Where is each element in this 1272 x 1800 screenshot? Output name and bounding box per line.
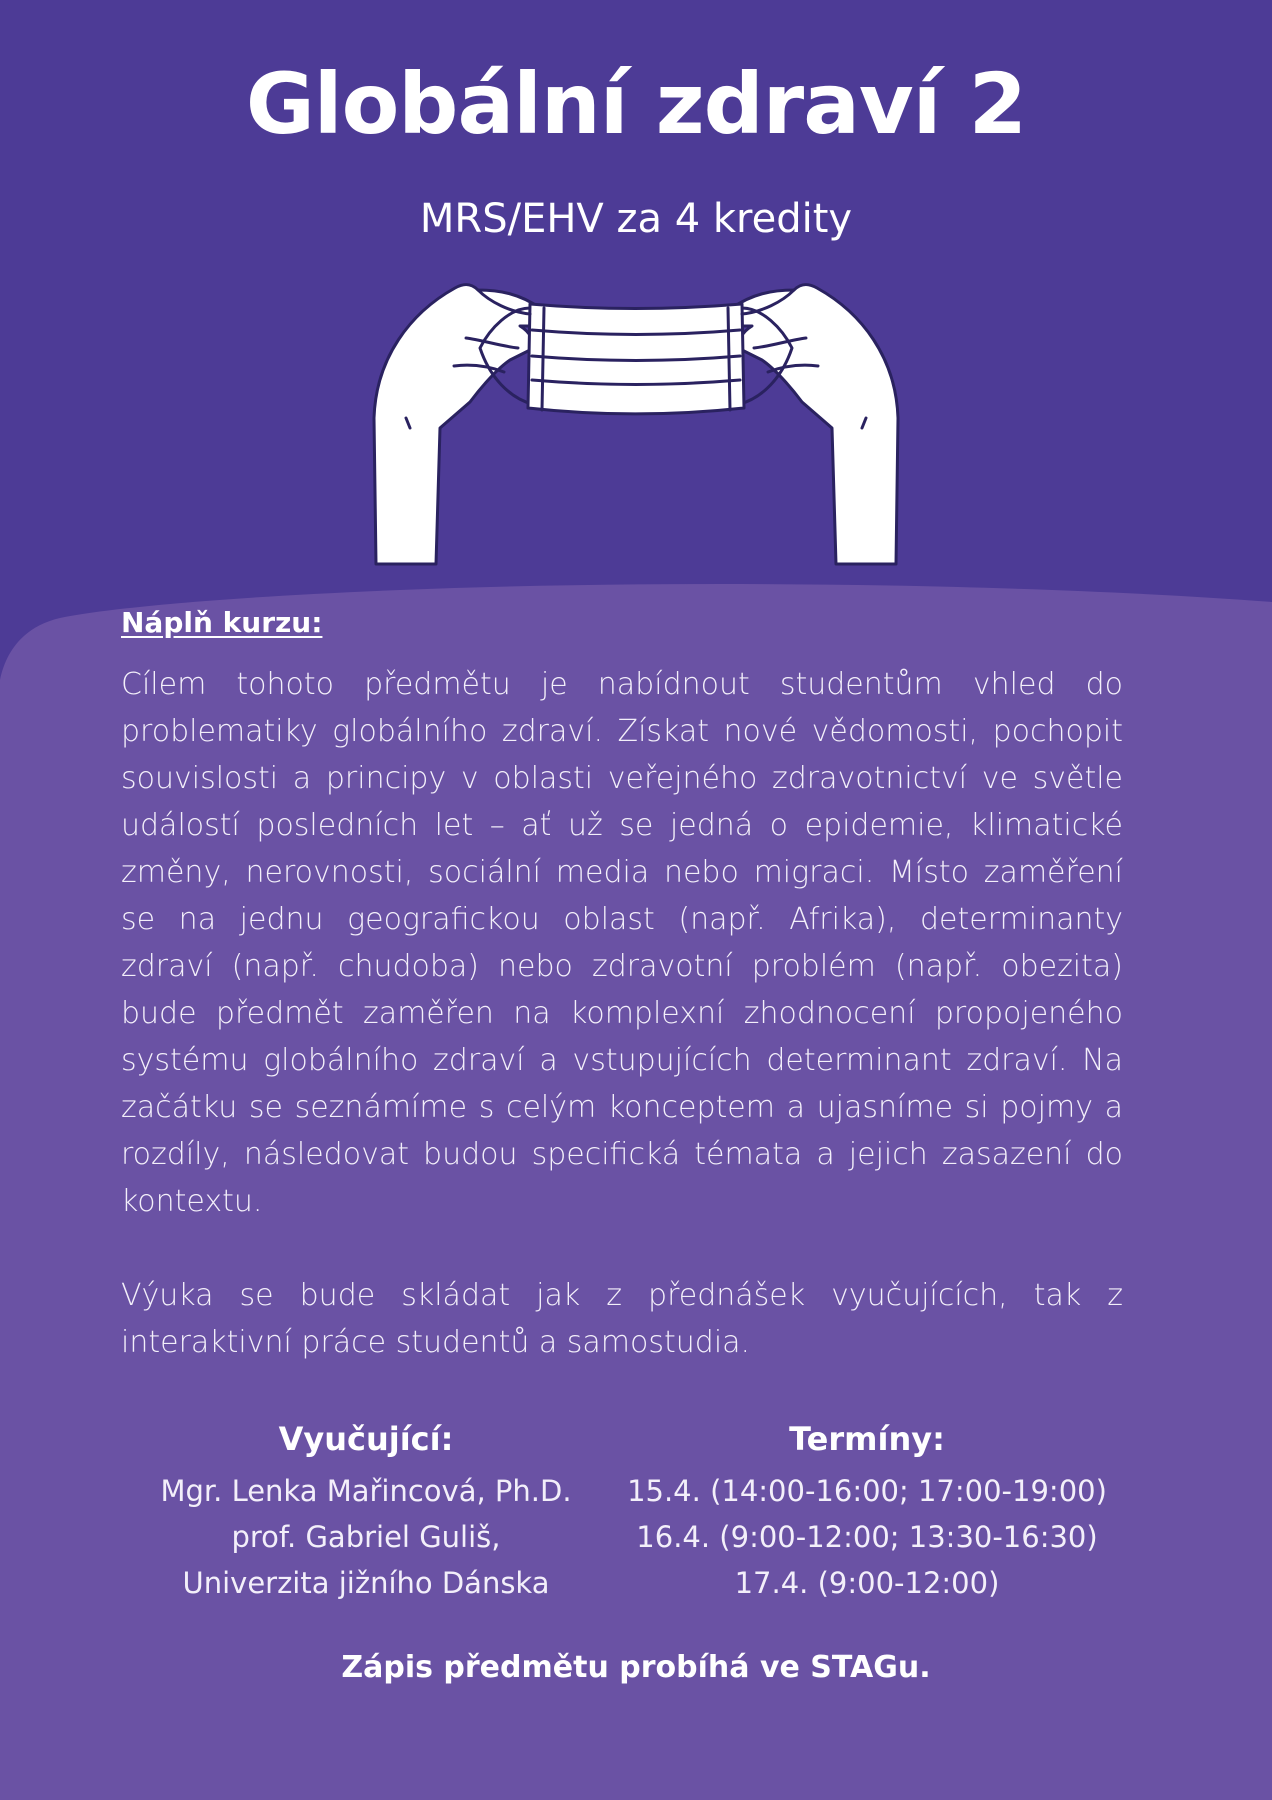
date-line: 17.4. (9:00-12:00) (734, 1566, 1000, 1600)
course-teaching-format: Výuka se bude skládat jak z přednášek vyučujících, tak z interaktivní práce studentů a samostudia. (121, 1278, 1123, 1360)
page-subtitle: MRS/EHV za 4 kredity (419, 196, 853, 242)
teacher-line: Mgr. Lenka Mařincová, Ph.D. (160, 1474, 572, 1508)
teachers-heading: Vyučující: (278, 1420, 454, 1458)
teacher-line: prof. Gabriel Guliš, (231, 1520, 501, 1554)
teachers-block (121, 1420, 611, 1606)
course-section (121, 606, 1123, 1366)
page-title: Globální zdraví 2 (245, 55, 1027, 153)
date-line: 16.4. (9:00-12:00; 13:30-16:30) (636, 1520, 1098, 1554)
course-description: Cílem tohoto předmětu je nabídnout studentům vhled do problematiky globálního zdraví. Získat nové vědomosti, pochopit souvislosti a principy v oblasti veřejného zdravotnictví ve světle událostí posledních let – ať už se jedná o epidemie, klimatické změny, nerovnosti, sociální media nebo migraci. Místo zaměření se na jednu geografickou oblast (např. Afrika), determinanty zdraví (např. chudoba) nebo zdravotní problém (např. obezita) bude předmět zaměřen na komplexní zhodnocení propojeného systému globálního zdraví a vstupujících determinant zdraví. Na začátku se seznámíme s celým konceptem a ujasníme si pojmy a rozdíly, následovat budou specifická témata a jejich zasazení do kontextu. (121, 667, 1123, 1219)
dates-heading: Termíny: (789, 1420, 945, 1458)
teacher-line: Univerzita jižního Dánska (182, 1566, 550, 1600)
enrollment-note: Zápis předmětu probíhá ve STAGu. (341, 1650, 931, 1685)
paragraph-spacer (121, 1225, 1123, 1272)
course-heading: Náplň kurzu: (121, 606, 323, 639)
dates-block (611, 1420, 1123, 1606)
hands-holding-face-mask-icon (370, 268, 902, 568)
date-line: 15.4. (14:00-16:00; 17:00-19:00) (627, 1474, 1107, 1508)
info-columns (121, 1420, 1123, 1606)
